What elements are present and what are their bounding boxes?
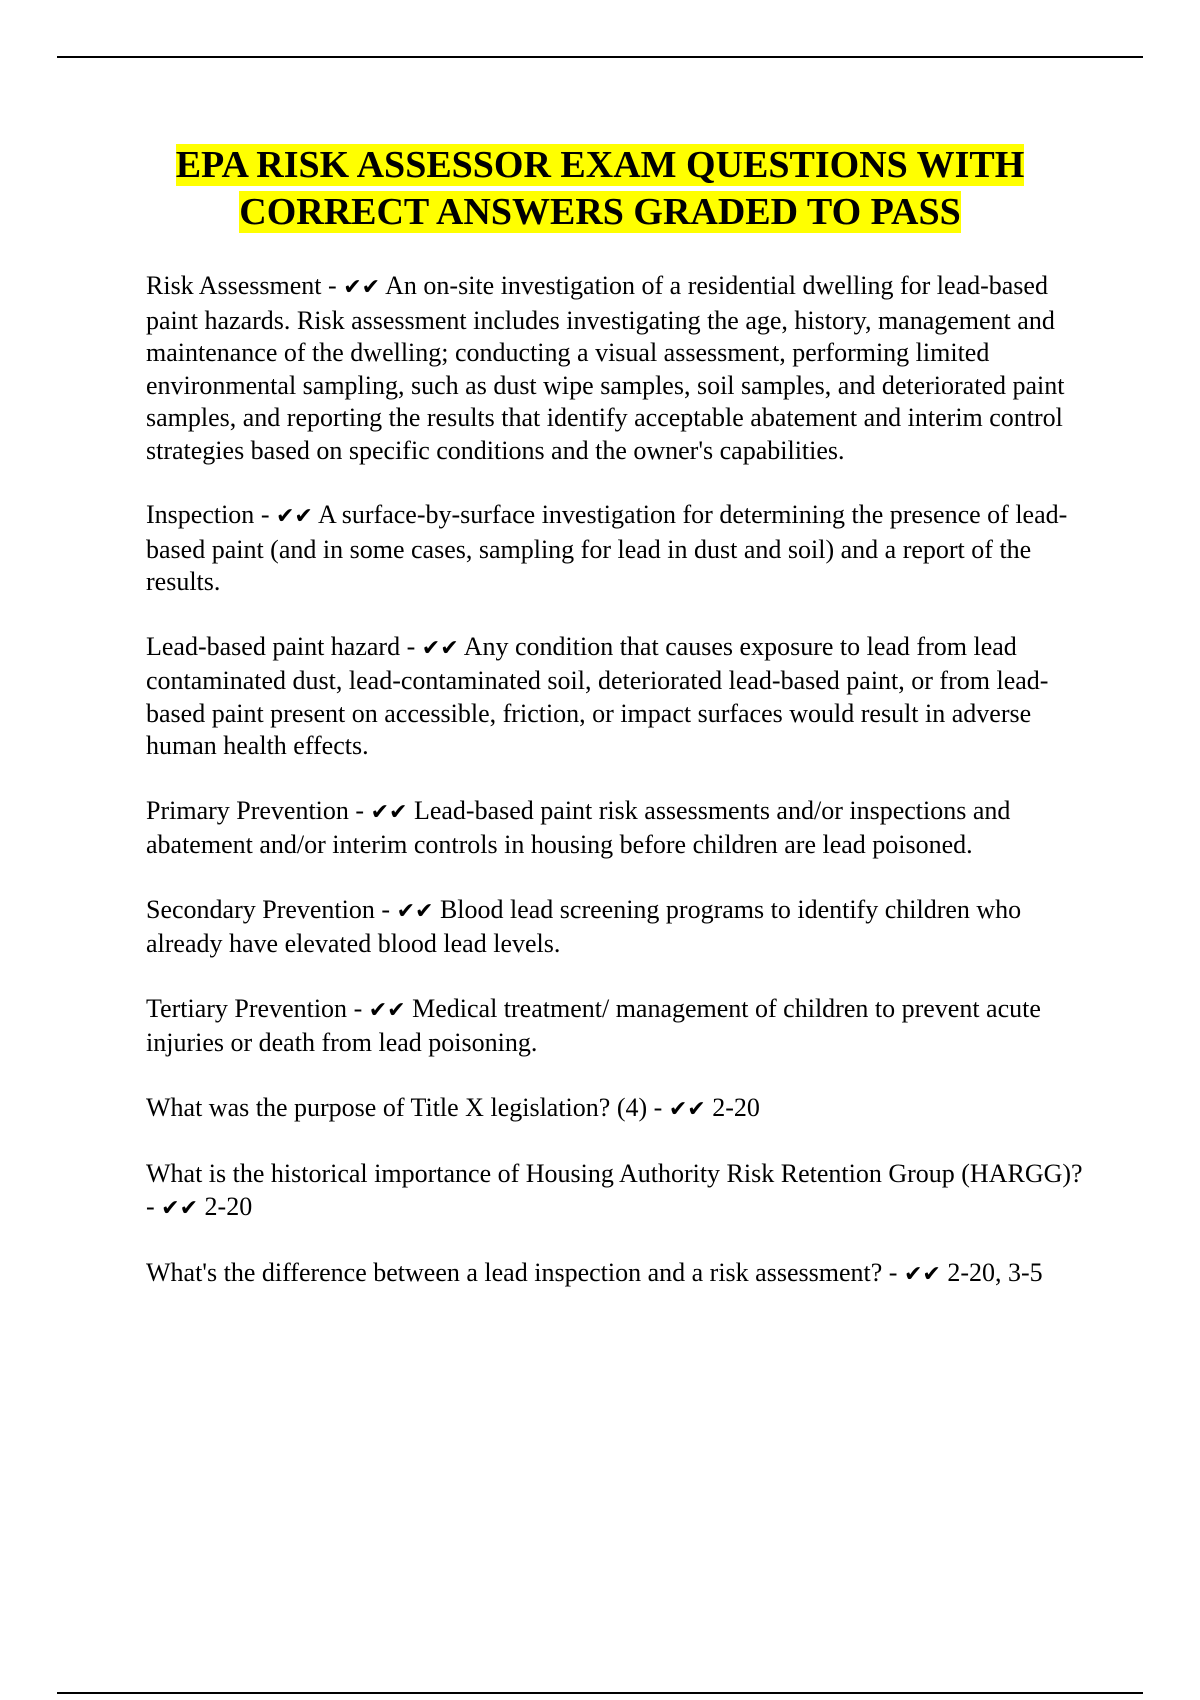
qa-entry-tertiary-prevention [146, 993, 1096, 1060]
entry-separator: - [347, 993, 369, 1023]
entry-term: Lead-based paint hazard [146, 631, 401, 661]
title-line-1: EPA RISK ASSESSOR EXAM QUESTIONS WITH [175, 144, 1025, 186]
qa-list [146, 270, 1096, 1324]
qa-entry-title-x-purpose [146, 1092, 1096, 1127]
entry-term: Primary Prevention [146, 795, 349, 825]
bottom-rule [57, 1692, 1143, 1694]
entry-separator: - [348, 795, 371, 825]
entry-separator: - [882, 1258, 904, 1287]
entry-term: Secondary Prevention [146, 894, 375, 924]
top-rule [57, 56, 1143, 58]
check-icon: ✔✔ [343, 275, 381, 300]
entry-answer: 2-20, 3-5 [947, 1258, 1043, 1287]
entry-separator: - [321, 271, 344, 300]
qa-entry-inspection-vs-risk-assessment [146, 1257, 1096, 1292]
entry-separator: - [400, 631, 422, 661]
entry-separator: - [647, 1092, 669, 1122]
entry-separator: - [146, 1191, 162, 1221]
entry-answer: Blood lead screening programs to identify children who already have elevated blood lead levels. [146, 894, 1022, 958]
entry-answer: Lead-based paint risk assessments and/or inspections and abatement and/or interim controls in housing before children are lead poisoned. [146, 795, 1011, 859]
entry-term: Tertiary Prevention [146, 993, 348, 1023]
qa-entry-secondary-prevention [146, 894, 1096, 961]
qa-entry-risk-assessment [146, 270, 1096, 467]
entry-answer: 2-20 [712, 1092, 760, 1122]
page-title [60, 142, 1140, 236]
check-icon: ✔✔ [161, 1195, 199, 1221]
title-line-2: CORRECT ANSWERS GRADED TO PASS [239, 191, 961, 233]
entry-answer: A surface-by-surface investigation for determining the presence of lead-based paint (and in some cases, sampling for lead in dust and soil) and a report of the results. [146, 500, 1068, 596]
entry-separator: - [254, 500, 276, 529]
entry-term: Inspection [146, 500, 255, 529]
entry-answer: An on-site investigation of a residential dwelling for lead-based paint hazards. Risk assessment includes investigating the age, history, management and maintenance of the dwelling; conducting a visual assessment, performing limited environmental sampling, such as dust wipe samples, soil samples, and deteriorated paint samples, and reporting the results that identify acceptable abatement and interim control strategies based on specific conditions and the owner's capabilities. [146, 271, 1065, 465]
qa-entry-primary-prevention [146, 795, 1096, 862]
entry-separator: - [374, 894, 397, 924]
check-icon: ✔✔ [275, 504, 313, 529]
check-icon: ✔✔ [668, 1096, 706, 1122]
check-icon: ✔✔ [396, 898, 434, 924]
check-icon: ✔✔ [903, 1262, 941, 1287]
check-icon: ✔✔ [370, 799, 408, 825]
entry-answer: Medical treatment/ management of children to prevent acute injuries or death from lead poisoning. [146, 993, 1041, 1057]
qa-entry-lead-based-paint-hazard [146, 631, 1096, 763]
entry-term: Risk Assessment [146, 271, 322, 300]
entry-term: What was the purpose of Title X legislation? (4) [146, 1092, 648, 1122]
check-icon: ✔✔ [421, 635, 459, 661]
entry-answer: 2-20 [204, 1191, 253, 1221]
entry-answer: Any condition that causes exposure to lead from lead contaminated dust, lead-contaminated soil, deteriorated lead-based paint, or from lead-based paint present on accessible, friction, or impact surfaces would result in adverse human health effects. [146, 631, 1049, 760]
entry-term: What's the difference between a lead inspection and a risk assessment? [146, 1258, 883, 1287]
qa-entry-inspection [146, 499, 1096, 599]
check-icon: ✔✔ [368, 997, 406, 1023]
entry-term: What is the historical importance of Housing Authority Risk Retention Group (HARGG)? [146, 1159, 1083, 1188]
qa-entry-hargg-importance [146, 1158, 1096, 1225]
